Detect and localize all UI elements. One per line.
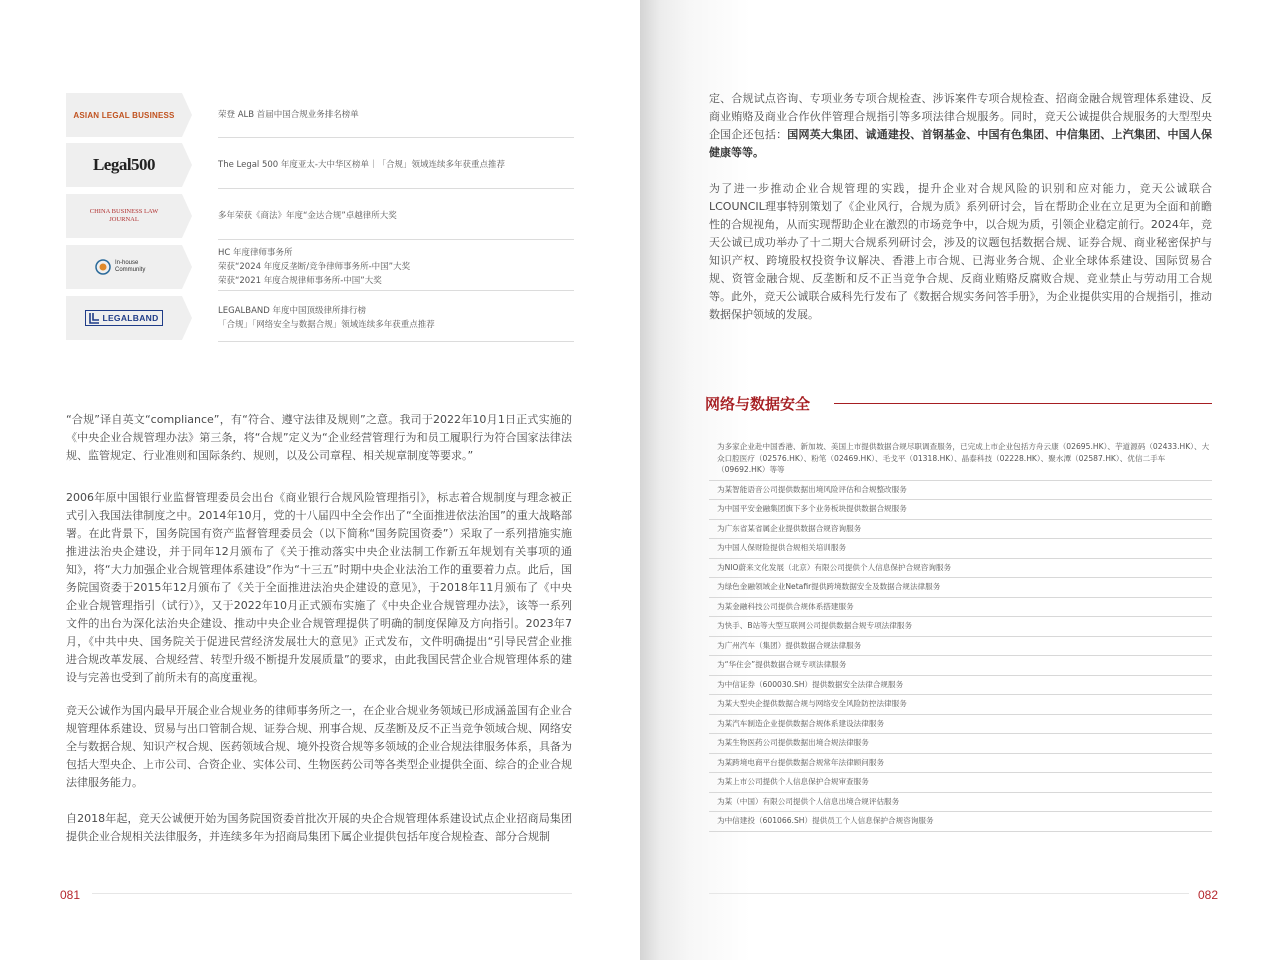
body-paragraph: 自2018年起，竞天公诚便开始为国务院国资委首批次开展的央企合规管理体系建设试点企业招商局集团提供企业合规相关法律服务，并连续多年为招商局集团下属企业提供包括年度合规检查、部分合规制: [66, 812, 572, 843]
award-divider: [218, 239, 574, 240]
list-item: 为某（中国）有限公司提供个人信息出境合规评估服务: [709, 793, 1212, 813]
list-item: 为广东省某省属企业提供数据合规咨询服务: [709, 520, 1212, 540]
body-paragraph: [709, 90, 1212, 162]
china-business-law-journal-logo: CHINA BUSINESS LAW JOURNAL: [66, 194, 182, 238]
list-item: 为多家企业赴中国香港、新加坡、美国上市提供数据合规尽职调查服务，已完成上市企业包括方舟云康（02695.HK）、芋道源码（02433.HK）、大众口腔医疗（02576.HK）、粉笔（02469.HK）、毛戈平（01318.HK）、晶泰科技（02228.HK）、聚水潭（02587.HK）、优信二手车（09692.HK）等等: [709, 438, 1212, 481]
list-item: 为某大型央企提供数据合规与网络安全风险防控法律服务: [709, 695, 1212, 715]
list-item: 为绿色金融领域企业Netafir提供跨境数据安全及数据合规法律服务: [709, 578, 1212, 598]
list-item: 为某上市公司提供个人信息保护合规审查服务: [709, 773, 1212, 793]
award-row: [66, 194, 574, 238]
footer-divider: [92, 893, 572, 894]
list-item: 为某汽车制造企业提供数据合规体系建设法律服务: [709, 715, 1212, 735]
award-row: [66, 296, 574, 340]
case-list: [709, 438, 1212, 832]
section-title-rule: [834, 403, 1212, 404]
list-item: 为某生物医药公司提供数据出境合规法律服务: [709, 734, 1212, 754]
body-paragraph: 2006年原中国银行业监督管理委员会出台《商业银行合规风险管理指引》，标志着合规制度与理念被正式引入我国法律制度之中。2014年10月，党的十八届四中全会作出了“全面推进依法治国”的重大战略部署。在此背景下，国务院国有资产监督管理委员会（以下简称“国务院国资委”）采取了一系列措施实施推进法治央企建设，并于同年12月颁布了《关于推动落实中央企业法制工作新五年规划有关事项的通知》，将“大力加强企业合规管理体系建设”作为“十三五”时期中央企业法治工作的重要着力点。此后，国务院国资委于2015年12月颁布了《关于全面推进法治央企建设的意见》，于2018年11月颁布了《中央企业合规管理指引（试行）》，又于2022年10月正式颁布实施了《中央企业合规管理办法》，该等一系列文件的出台为深化法治央企建设、推动中央企业合规管理提供了明确的制度保障及方向指引。2023年7月，《中共中央、国务院关于促进民营经济发展壮大的意见》正式发布，文件明确提出“引导民营企业推进合规改革发展、合规经营、转型升级不断提升发展质量”的要求，由此我国民营企业合规管理体系的建设与完善也受到了前所未有的高度重视。: [66, 491, 572, 684]
award-divider: [218, 137, 574, 138]
right-page: [640, 0, 1280, 960]
award-text: LEGALBAND 年度中国顶级律所排行榜 「合规」「网络安全与数据合规」领域连续多年获重点推荐: [218, 306, 435, 330]
footer-divider: [709, 893, 1189, 894]
legal500-logo: Legal500: [66, 143, 182, 187]
award-row: [66, 245, 574, 289]
award-divider: [218, 290, 574, 291]
award-text: 荣登 ALB 首届中国合规业务排名榜单: [218, 110, 359, 120]
list-item: 为某金融科技公司提供合规体系搭建服务: [709, 598, 1212, 618]
legalband-logo: LEGALBAND: [66, 296, 182, 340]
award-row: [66, 143, 574, 187]
award-divider: [218, 188, 574, 189]
paragraph-text: 定、合规试点咨询、专项业务专项合规检查、涉诉案件专项合规检查、招商金融合规管理体系建设、反商业贿赂及商业合作伙伴管理合规指引等多项法律合规服务。同时，竞天公诚提供合规服务的大型型央企国企还包括：: [709, 92, 1212, 141]
list-item: 为某跨境电商平台提供数据合规常年法律顾问服务: [709, 754, 1212, 774]
list-item: 为某智能语音公司提供数据出境风险评估和合规整改服务: [709, 481, 1212, 501]
list-item: 为快手、B站等大型互联网公司提供数据合规专项法律服务: [709, 617, 1212, 637]
list-item: 为中国平安金融集团旗下多个业务板块提供数据合规服务: [709, 500, 1212, 520]
page-number: 082: [1198, 888, 1219, 902]
legalband-mark-icon: [89, 312, 100, 324]
list-item: 为中信证券（600030.SH）提供数据安全法律合规服务: [709, 676, 1212, 696]
award-text: The Legal 500 年度亚太-大中华区榜单｜「合规」领域连续多年获重点推荐: [218, 160, 505, 170]
award-row: [66, 93, 574, 137]
list-item: 为广州汽车（集团）提供数据合规法律服务: [709, 637, 1212, 657]
in-house-circle-icon: [95, 259, 111, 275]
list-item: 为“华住会”提供数据合规专项法律服务: [709, 656, 1212, 676]
award-divider: [218, 341, 574, 342]
award-text: HC 年度律师事务所 荣获“2024 年度反垄断/竞争律师事务所-中国”大奖 荣获“2021 年度合规律师事务所-中国”大奖: [218, 248, 411, 286]
award-text: 多年荣获《商法》年度“金达合规”卓越律所大奖: [218, 211, 397, 221]
list-item: 为中国人保财险提供合规相关培训服务: [709, 539, 1212, 559]
client-list: 国网英大集团、诚通建投、首钢基金、中国有色集团、中信集团、上汽集团、中国人保健康等等。: [709, 128, 1213, 159]
page-number: 081: [60, 888, 81, 902]
list-item: 为NIO蔚来文化发展（北京）有限公司提供个人信息保护合规咨询服务: [709, 559, 1212, 579]
in-house-community-logo: In-house Community: [66, 245, 182, 289]
body-paragraph: 竞天公诚作为国内最早开展企业合规业务的律师事务所之一，在企业合规业务领域已形成涵盖国有企业合规管理体系建设、贸易与出口管制合规、证券合规、刑事合规、反垄断及反不正当竞争领域合规、网络安全与数据合规、知识产权合规、医药领域合规、境外投资合规等多领域的企业合规法律服务体系，具备为包括大型央企、上市公司、合资企业、实体公司、生物医药公司等各类型企业提供全面、综合的企业合规法律服务能力。: [66, 704, 572, 789]
asian-legal-business-logo: ASIAN LEGAL BUSINESS: [66, 93, 182, 137]
list-item: 为中信建投（601066.SH）提供员工个人信息保护合规咨询服务: [709, 812, 1212, 832]
section-title: 网络与数据安全: [705, 395, 811, 413]
body-paragraph: 为了进一步推动企业合规管理的实践，提升企业对合规风险的识别和应对能力，竞天公诚联合LCOUNCIL理事特别策划了《企业风行，合规为质》系列研讨会，旨在帮助企业在立足更为全面和前瞻性的合规视角，从而实现帮助企业在激烈的市场竞争中，以合规为质，引领企业稳定前行。2024年，竞天公诚已成功举办了十二期大合规系列研讨会，涉及的议题包括数据合规、证券合规、商业秘密保护与知识产权、跨境股权投资争议解决、香港上市合规、已海业务合规、企业全球体系建设、国际贸易合规、资管金融合规、反垄断和反不正当竞争合规、反商业贿赂反腐败合规、竞业禁止与劳动用工合规等。此外，竞天公诚联合威科先行发布了《数据合规实务问答手册》，为企业提供实用的合规指引，推动数据保护领域的发展。: [709, 182, 1212, 321]
body-paragraph: “合规”译自英文“compliance”，有“符合、遵守法律及规则”之意。我司于2022年10月1日正式实施的《中央企业合规管理办法》第三条，将“合规”定义为“企业经营管理行为和员工履职行为符合国家法律法规、监管规定、行业准则和国际条约、规则，以及公司章程、相关规章制度等要求。”: [66, 413, 572, 462]
